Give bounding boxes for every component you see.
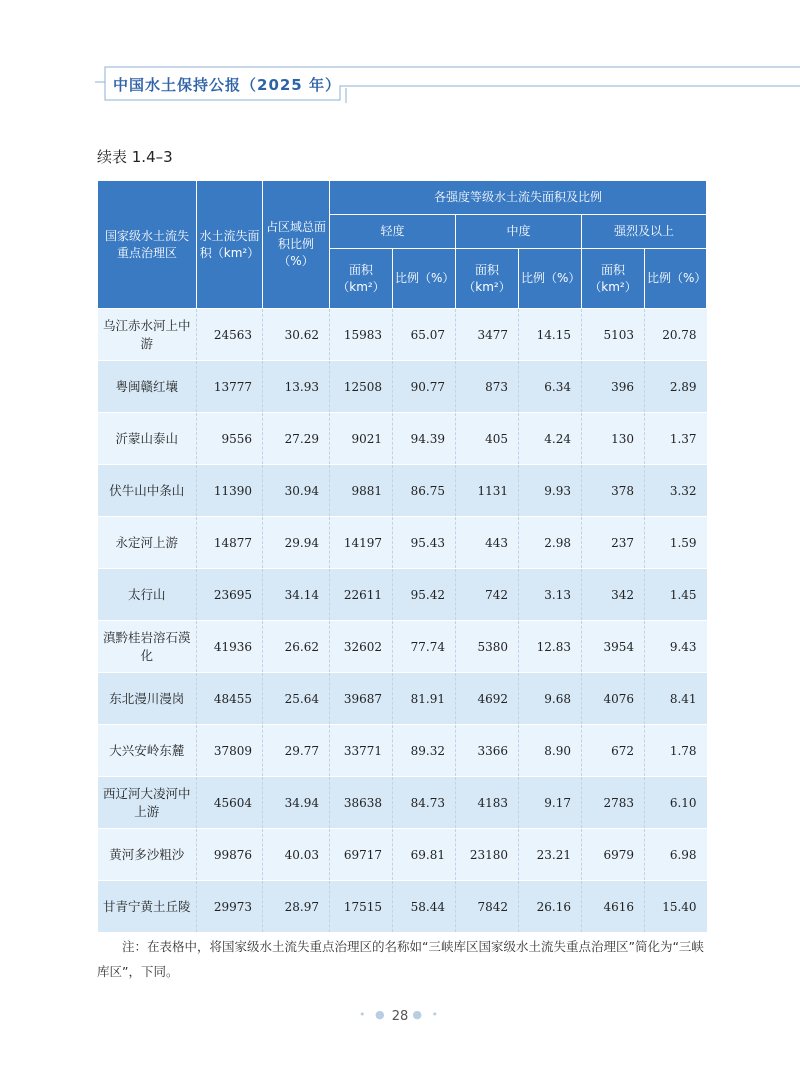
header-strong-area: 面积（km²） bbox=[582, 249, 645, 309]
publication-title: 中国水土保持公报（2025 年） bbox=[113, 76, 341, 94]
cell-name: 滇黔桂岩溶石漠化 bbox=[98, 621, 197, 673]
cell-strong-area: 4076 bbox=[582, 673, 645, 725]
cell-light-area: 32602 bbox=[330, 621, 393, 673]
cell-area: 29973 bbox=[197, 881, 263, 933]
cell-light-ratio: 69.81 bbox=[393, 829, 456, 881]
cell-light-ratio: 58.44 bbox=[393, 881, 456, 933]
table-row bbox=[98, 569, 707, 621]
cell-ratio: 30.62 bbox=[263, 309, 330, 361]
header-ratio: 占区域总面积比例（%） bbox=[263, 181, 330, 309]
cell-strong-ratio: 20.78 bbox=[645, 309, 707, 361]
cell-area: 11390 bbox=[197, 465, 263, 517]
cell-medium-area: 23180 bbox=[456, 829, 519, 881]
cell-area: 45604 bbox=[197, 777, 263, 829]
cell-name: 黄河多沙粗沙 bbox=[98, 829, 197, 881]
table-body bbox=[98, 309, 707, 933]
page-number: 28 bbox=[391, 1009, 409, 1024]
header-light-ratio: 比例（%） bbox=[393, 249, 456, 309]
cell-medium-area: 4183 bbox=[456, 777, 519, 829]
header-strong-ratio: 比例（%） bbox=[645, 249, 707, 309]
header-zone: 国家级水土流失重点治理区 bbox=[98, 181, 197, 309]
cell-medium-ratio: 6.34 bbox=[519, 361, 582, 413]
cell-area: 9556 bbox=[197, 413, 263, 465]
page-footer bbox=[0, 1008, 800, 1024]
cell-light-ratio: 81.91 bbox=[393, 673, 456, 725]
cell-name: 沂蒙山泰山 bbox=[98, 413, 197, 465]
cell-strong-area: 396 bbox=[582, 361, 645, 413]
cell-ratio: 13.93 bbox=[263, 361, 330, 413]
cell-strong-area: 237 bbox=[582, 517, 645, 569]
header-light: 轻度 bbox=[330, 215, 456, 249]
cell-name: 粤闽赣红壤 bbox=[98, 361, 197, 413]
cell-area: 37809 bbox=[197, 725, 263, 777]
cell-medium-area: 873 bbox=[456, 361, 519, 413]
cell-strong-ratio: 2.89 bbox=[645, 361, 707, 413]
cell-light-ratio: 65.07 bbox=[393, 309, 456, 361]
cell-area: 48455 bbox=[197, 673, 263, 725]
cell-strong-area: 378 bbox=[582, 465, 645, 517]
cell-name: 太行山 bbox=[98, 569, 197, 621]
table-caption: 续表 1.4–3 bbox=[97, 148, 173, 166]
cell-strong-area: 3954 bbox=[582, 621, 645, 673]
cell-strong-area: 672 bbox=[582, 725, 645, 777]
cell-name: 西辽河大凌河中上游 bbox=[98, 777, 197, 829]
cell-medium-area: 3477 bbox=[456, 309, 519, 361]
cell-name: 永定河上游 bbox=[98, 517, 197, 569]
cell-light-ratio: 94.39 bbox=[393, 413, 456, 465]
cell-medium-area: 742 bbox=[456, 569, 519, 621]
cell-ratio: 26.62 bbox=[263, 621, 330, 673]
cell-light-area: 9021 bbox=[330, 413, 393, 465]
table-row bbox=[98, 829, 707, 881]
cell-strong-ratio: 1.37 bbox=[645, 413, 707, 465]
cell-ratio: 30.94 bbox=[263, 465, 330, 517]
decorative-dots-right: ● • bbox=[412, 1008, 441, 1021]
cell-area: 23695 bbox=[197, 569, 263, 621]
cell-strong-ratio: 8.41 bbox=[645, 673, 707, 725]
cell-strong-area: 5103 bbox=[582, 309, 645, 361]
cell-ratio: 34.94 bbox=[263, 777, 330, 829]
cell-strong-ratio: 1.59 bbox=[645, 517, 707, 569]
cell-medium-ratio: 9.93 bbox=[519, 465, 582, 517]
cell-light-area: 22611 bbox=[330, 569, 393, 621]
cell-ratio: 40.03 bbox=[263, 829, 330, 881]
cell-medium-area: 1131 bbox=[456, 465, 519, 517]
cell-medium-ratio: 12.83 bbox=[519, 621, 582, 673]
cell-light-area: 69717 bbox=[330, 829, 393, 881]
cell-strong-ratio: 15.40 bbox=[645, 881, 707, 933]
cell-ratio: 29.94 bbox=[263, 517, 330, 569]
table-row bbox=[98, 725, 707, 777]
cell-ratio: 27.29 bbox=[263, 413, 330, 465]
cell-area: 41936 bbox=[197, 621, 263, 673]
table-row bbox=[98, 517, 707, 569]
cell-name: 伏牛山中条山 bbox=[98, 465, 197, 517]
header-area: 水土流失面积（km²） bbox=[197, 181, 263, 309]
cell-strong-ratio: 3.32 bbox=[645, 465, 707, 517]
cell-medium-ratio: 2.98 bbox=[519, 517, 582, 569]
header-medium: 中度 bbox=[456, 215, 582, 249]
cell-strong-area: 4616 bbox=[582, 881, 645, 933]
table-row bbox=[98, 777, 707, 829]
cell-light-ratio: 86.75 bbox=[393, 465, 456, 517]
cell-light-ratio: 77.74 bbox=[393, 621, 456, 673]
header-strong: 强烈及以上 bbox=[582, 215, 707, 249]
cell-name: 甘青宁黄土丘陵 bbox=[98, 881, 197, 933]
header-medium-ratio: 比例（%） bbox=[519, 249, 582, 309]
cell-light-ratio: 90.77 bbox=[393, 361, 456, 413]
cell-medium-ratio: 9.17 bbox=[519, 777, 582, 829]
cell-ratio: 34.14 bbox=[263, 569, 330, 621]
table-row bbox=[98, 361, 707, 413]
cell-strong-area: 2783 bbox=[582, 777, 645, 829]
cell-strong-ratio: 6.98 bbox=[645, 829, 707, 881]
cell-medium-ratio: 4.24 bbox=[519, 413, 582, 465]
table-row bbox=[98, 881, 707, 933]
header-intensity-group: 各强度等级水土流失面积及比例 bbox=[330, 181, 707, 215]
cell-name: 东北漫川漫岗 bbox=[98, 673, 197, 725]
cell-area: 14877 bbox=[197, 517, 263, 569]
cell-light-area: 14197 bbox=[330, 517, 393, 569]
cell-medium-ratio: 3.13 bbox=[519, 569, 582, 621]
cell-light-area: 9881 bbox=[330, 465, 393, 517]
table-row bbox=[98, 413, 707, 465]
cell-medium-ratio: 9.68 bbox=[519, 673, 582, 725]
cell-light-area: 17515 bbox=[330, 881, 393, 933]
cell-strong-ratio: 1.78 bbox=[645, 725, 707, 777]
cell-light-area: 39687 bbox=[330, 673, 393, 725]
cell-name: 乌江赤水河上中游 bbox=[98, 309, 197, 361]
cell-light-area: 12508 bbox=[330, 361, 393, 413]
cell-ratio: 28.97 bbox=[263, 881, 330, 933]
table-row bbox=[98, 621, 707, 673]
cell-medium-area: 3366 bbox=[456, 725, 519, 777]
cell-strong-ratio: 6.10 bbox=[645, 777, 707, 829]
soil-erosion-table bbox=[97, 180, 707, 933]
cell-name: 大兴安岭东麓 bbox=[98, 725, 197, 777]
table-row bbox=[98, 673, 707, 725]
cell-medium-area: 4692 bbox=[456, 673, 519, 725]
cell-ratio: 25.64 bbox=[263, 673, 330, 725]
cell-medium-ratio: 26.16 bbox=[519, 881, 582, 933]
cell-medium-area: 405 bbox=[456, 413, 519, 465]
cell-light-area: 33771 bbox=[330, 725, 393, 777]
table-row bbox=[98, 465, 707, 517]
cell-ratio: 29.77 bbox=[263, 725, 330, 777]
cell-strong-area: 130 bbox=[582, 413, 645, 465]
header-medium-area: 面积（km²） bbox=[456, 249, 519, 309]
cell-medium-ratio: 8.90 bbox=[519, 725, 582, 777]
decorative-dots-left: • ● bbox=[358, 1008, 388, 1021]
header-light-area: 面积（km²） bbox=[330, 249, 393, 309]
cell-strong-ratio: 9.43 bbox=[645, 621, 707, 673]
cell-medium-area: 5380 bbox=[456, 621, 519, 673]
cell-medium-ratio: 14.15 bbox=[519, 309, 582, 361]
cell-medium-area: 443 bbox=[456, 517, 519, 569]
cell-area: 13777 bbox=[197, 361, 263, 413]
cell-area: 24563 bbox=[197, 309, 263, 361]
cell-light-ratio: 89.32 bbox=[393, 725, 456, 777]
cell-strong-area: 342 bbox=[582, 569, 645, 621]
cell-light-ratio: 84.73 bbox=[393, 777, 456, 829]
cell-light-ratio: 95.42 bbox=[393, 569, 456, 621]
table-row bbox=[98, 309, 707, 361]
cell-light-area: 15983 bbox=[330, 309, 393, 361]
cell-strong-area: 6979 bbox=[582, 829, 645, 881]
cell-medium-ratio: 23.21 bbox=[519, 829, 582, 881]
cell-light-ratio: 95.43 bbox=[393, 517, 456, 569]
cell-medium-area: 7842 bbox=[456, 881, 519, 933]
cell-strong-ratio: 1.45 bbox=[645, 569, 707, 621]
cell-area: 99876 bbox=[197, 829, 263, 881]
cell-light-area: 38638 bbox=[330, 777, 393, 829]
table-note: 注：在表格中，将国家级水土流失重点治理区的名称如“三峡库区国家级水土流失重点治理区”简化为“三峡库区”，下同。 bbox=[97, 939, 704, 979]
